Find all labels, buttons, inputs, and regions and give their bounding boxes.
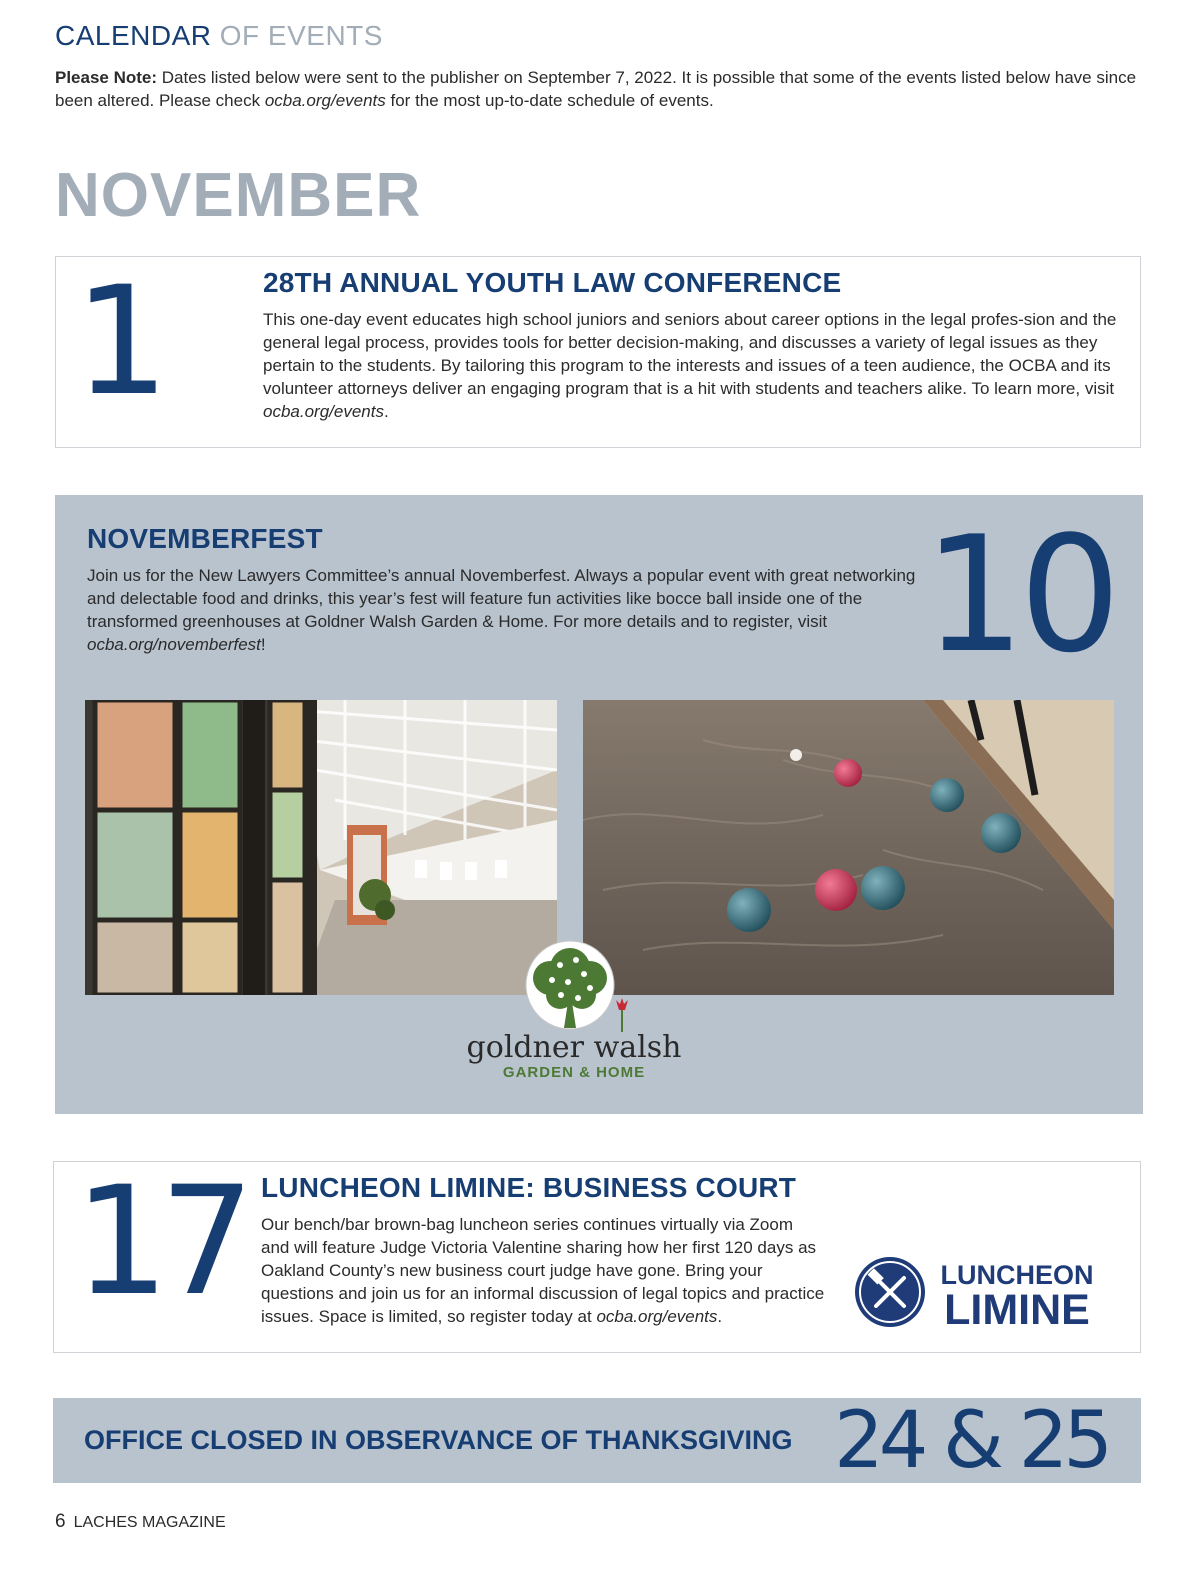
event-body — [263, 308, 1123, 423]
event-title: NOVEMBERFEST — [87, 523, 323, 554]
closure-days: 24 & 25 — [834, 1396, 1108, 1486]
event-title: 28TH ANNUAL YOUTH LAW CONFERENCE — [263, 267, 842, 298]
sponsor-sub: GARDEN & HOME — [502, 1064, 646, 1081]
event-day: 1 — [74, 255, 164, 429]
month-heading: NOVEMBER — [55, 161, 422, 230]
event-card-luncheon-limine — [53, 1155, 1141, 1353]
event-body-text: Our bench/bar brown-bag luncheon series continues virtually via Zoom and will feature Judge Victoria Valentine sharing how her first 120 days as Oakland County’s new business court judge have gone. Bring your questions and join us for an informal discussion of legal topics and practice issues. Space is limited, so register today at — [261, 1215, 825, 1326]
event-day: 17 — [74, 1155, 245, 1329]
note-label: Please Note: — [55, 68, 158, 87]
note-text: Dates listed below were sent to the publisher on September 7, 2022. It is possible that some of the events listed below have since been altered. Please check — [55, 68, 1137, 110]
event-body-end: ! — [260, 635, 266, 654]
note-end: for the most up-to-date schedule of events. — [385, 91, 714, 110]
logo-line1: LUNCHEON — [940, 1260, 1094, 1290]
event-body — [261, 1213, 826, 1328]
title-light: OF EVENTS — [211, 20, 383, 51]
event-body-end: . — [383, 402, 389, 421]
logo-line2: LIMINE — [944, 1286, 1090, 1332]
sponsor-name: goldner walsh — [466, 1030, 682, 1065]
event-body-end: . — [717, 1307, 723, 1326]
event-panel-novemberfest — [55, 495, 1143, 1114]
event-body-text: This one-day event educates high school juniors and seniors about career options in the legal profes-sion and the general legal process, provides tools for better decision-making, and discusses a variety of legal issues as they pertain to the students. By tailoring this program to the interests and issues of a teen audience, the OCBA and its volunteer attorneys deliver an engaging program that is a hit with students and teachers alike. To learn more, visit — [263, 310, 1117, 398]
thanksgiving-closure-banner — [53, 1396, 1141, 1486]
page-number: 6 — [55, 1511, 66, 1532]
section-title — [55, 20, 383, 52]
event-body — [87, 564, 917, 656]
event-link[interactable]: ocba.org/novemberfest — [87, 635, 261, 654]
publication-name: LACHES MAGAZINE — [73, 1514, 226, 1531]
luncheon-limine-logo — [854, 1252, 1104, 1332]
event-title: LUNCHEON LIMINE: BUSINESS COURT — [261, 1172, 797, 1203]
event-card-youth-law — [55, 256, 1141, 448]
closure-text: OFFICE CLOSED IN OBSERVANCE OF THANKSGIVING — [84, 1425, 793, 1455]
page-footer — [55, 1511, 226, 1533]
note-link[interactable]: ocba.org/events — [264, 91, 386, 110]
publisher-note — [55, 66, 1145, 112]
event-body-text: Join us for the New Lawyers Committee’s annual Novemberfest. Always a popular event with great networking and delectable food and drinks, this year’s fest will feature fun activities like bocce ball inside one of the transformed greenhouses at Goldner Walsh Garden & Home. For more details and to register, visit — [87, 566, 916, 631]
event-link[interactable]: ocba.org/events — [263, 402, 384, 421]
event-link[interactable]: ocba.org/events — [596, 1307, 718, 1326]
goldner-walsh-logo — [464, 940, 684, 1085]
title-strong: CALENDAR — [55, 20, 212, 51]
event-day: 10 — [923, 501, 1115, 688]
